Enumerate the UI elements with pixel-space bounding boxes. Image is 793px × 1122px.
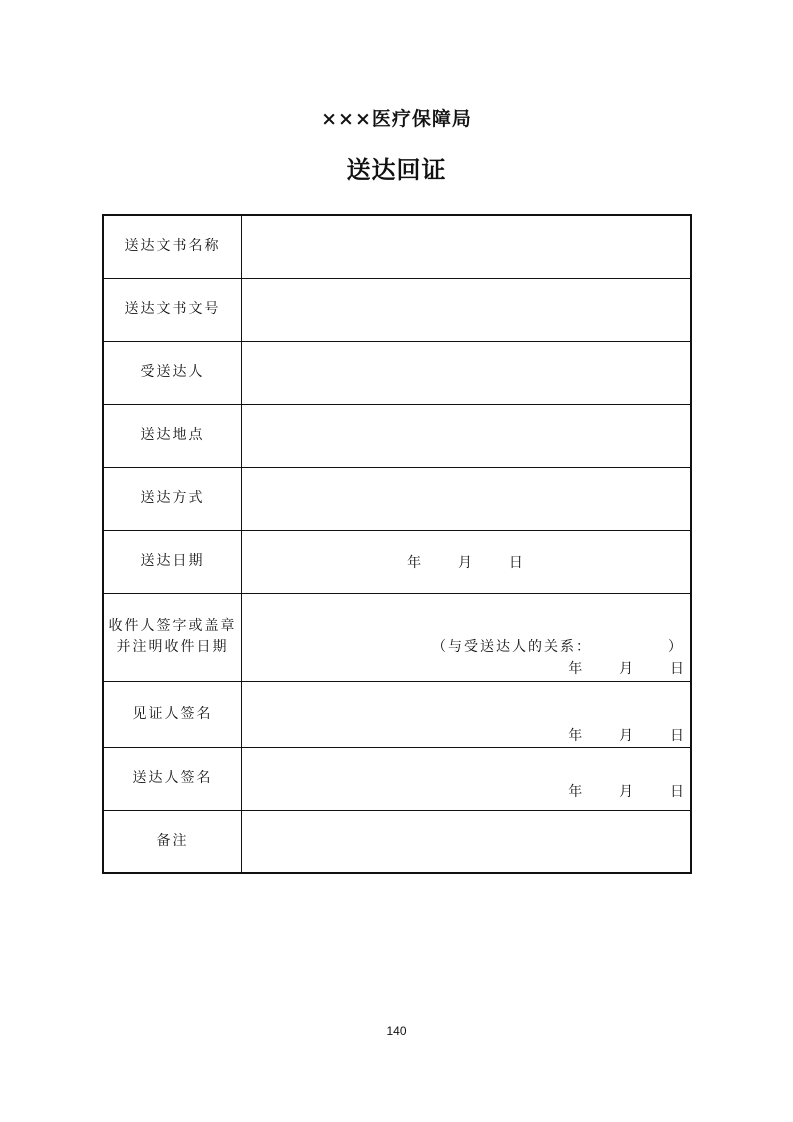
receiver-signature-field[interactable] (242, 593, 692, 681)
form-row-service-date (103, 530, 691, 593)
row-label-remarks: 备注 (103, 810, 242, 873)
relation-to-recipient-note (432, 636, 684, 656)
date-month-marker: 月 (619, 783, 636, 800)
row-label-server-signature: 送达人签名 (103, 747, 242, 810)
row-label-document-number: 送达文书文号 (103, 278, 242, 341)
witness-date-placeholder (568, 725, 686, 745)
date-month-marker: 月 (458, 554, 474, 571)
recipient-field[interactable] (242, 341, 692, 404)
service-location-field[interactable] (242, 404, 692, 467)
date-day-marker: 日 (670, 727, 686, 744)
row-label-service-location: 送达地点 (103, 404, 242, 467)
service-method-field[interactable] (242, 467, 692, 530)
row-label-recipient: 受送达人 (103, 341, 242, 404)
receiver-date-placeholder (568, 658, 686, 678)
receiver-signature-label-line-2: 并注明收件日期 (116, 639, 229, 655)
service-receipt-form (102, 214, 692, 874)
form-row-recipient (103, 341, 691, 404)
row-label-service-method: 送达方式 (103, 467, 242, 530)
row-label-receiver-signature (103, 593, 242, 681)
row-label-witness-signature: 见证人签名 (103, 681, 242, 747)
document-name-field[interactable] (242, 215, 692, 278)
relation-suffix: ） (668, 638, 684, 655)
form-row-document-number (103, 278, 691, 341)
date-month-marker: 月 (619, 660, 636, 677)
service-date-field[interactable] (242, 530, 692, 593)
form-row-document-name (103, 215, 691, 278)
receiver-signature-label-line-1: 收件人签字或盖章 (108, 618, 237, 634)
date-day-marker: 日 (670, 660, 686, 677)
service-date-placeholder (242, 552, 690, 572)
form-row-receiver-signature (103, 593, 691, 681)
row-label-document-name: 送达文书名称 (103, 215, 242, 278)
date-year-marker: 年 (407, 554, 424, 571)
date-day-marker: 日 (508, 554, 525, 571)
form-row-service-method (103, 467, 691, 530)
page-number: 140 (386, 1024, 407, 1038)
form-row-server-signature (103, 747, 691, 810)
form-row-witness-signature (103, 681, 691, 747)
witness-signature-field[interactable] (242, 681, 692, 747)
row-label-service-date: 送达日期 (103, 530, 242, 593)
server-date-placeholder (568, 781, 686, 801)
issuing-authority-title: ×××医疗保障局 (321, 108, 472, 130)
relation-prefix: （与受送达人的关系： (432, 638, 592, 655)
date-year-marker: 年 (568, 660, 585, 677)
form-row-remarks (103, 810, 691, 873)
date-month-marker: 月 (619, 727, 636, 744)
document-number-field[interactable] (242, 278, 692, 341)
remarks-field[interactable] (242, 810, 692, 873)
date-year-marker: 年 (568, 783, 585, 800)
date-day-marker: 日 (670, 783, 686, 800)
server-signature-field[interactable] (242, 747, 692, 810)
document-title: 送达回证 (346, 155, 447, 184)
date-year-marker: 年 (568, 727, 585, 744)
form-row-service-location (103, 404, 691, 467)
